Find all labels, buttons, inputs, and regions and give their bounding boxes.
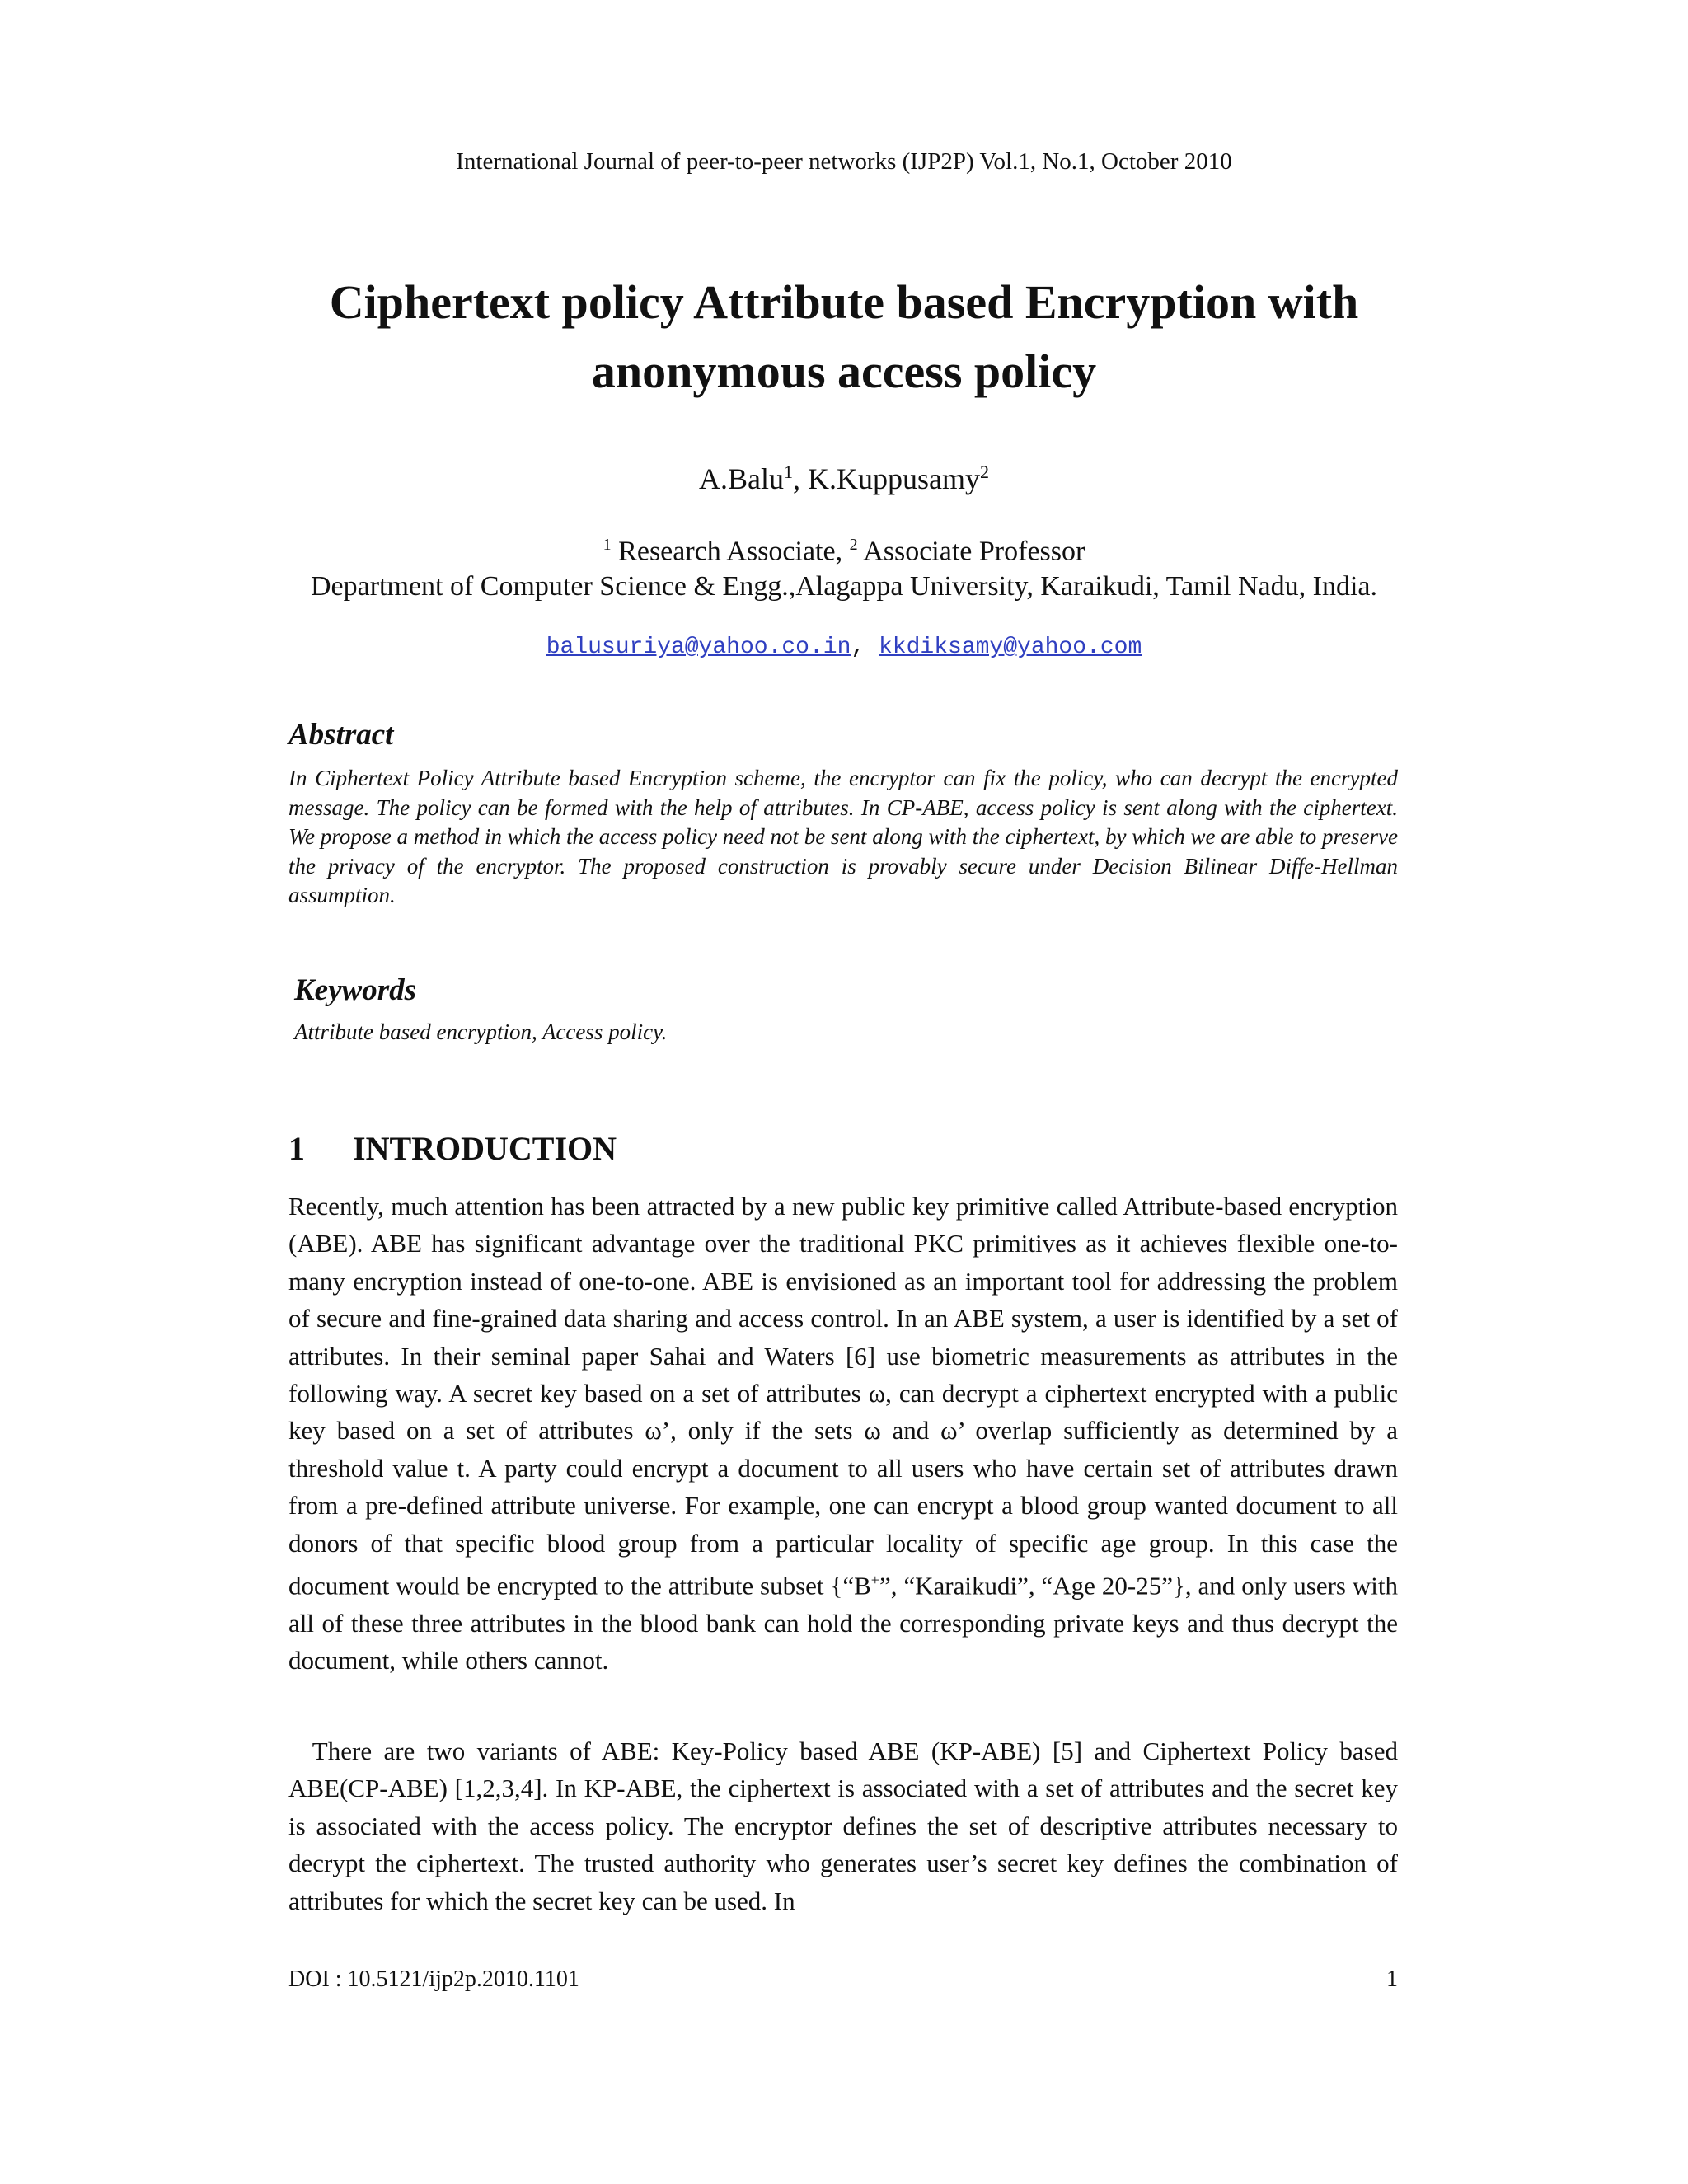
paragraph-text: ”, “Karaikudi”, “Age 20-25”}, and only users with all of these three attributes in the blood bank can hold the corresponding private keys and thus decrypt the document, while others cannot. (288, 1571, 1399, 1675)
section-number: 1 (288, 1130, 305, 1167)
role-text: Research Associate, (611, 536, 850, 567)
section-title: INTRODUCTION (353, 1130, 617, 1167)
affiliation-block (297, 527, 1391, 604)
email-line (0, 635, 1688, 660)
paper-title: Ciphertext policy Attribute based Encryption with anonymous access policy (329, 275, 1359, 398)
paragraph-text: Recently, much attention has been attracted by a new public key primitive called Attribute-based encryption (ABE). ABE has significant advantage over the traditional PKC primitives as it achieves flexible one-to-many encryption instead of one-to-one. ABE is envisioned as an important tool for addressing the problem of secure and fine-grained data sharing and access control. In an ABE system, a user is identified by a set of attributes. In their seminal paper Sahai and Waters [6] use biometric measurements as attributes in the following way. A secret key based on a set of attributes ω, can decrypt a ciphertext encrypted with a public key based on a set of attributes ω’, only if the sets ω and ω’ overlap sufficiently as determined by a threshold value t. A party could encrypt a document to all users who have certain set of attributes drawn from a pre-defined attribute universe. For example, one can encrypt a blood group wanted document to all donors of that specific blood group from a particular locality of specific age group. In this case the document would be encrypted to the attribute subset {“B (288, 1192, 1398, 1601)
abstract-text: In Ciphertext Policy Attribute based Encryption scheme, the encryptor can fix the policy, who can decrypt the encrypted message. The policy can be formed with the help of attributes. In CP-ABE, access policy is sent along with the ciphertext. We propose a method in which the access policy need not be sent along with the ciphertext, by which we are able to preserve the privacy of the encryptor. The proposed construction is provably secure under Decision Bilinear Diffe-Hellman assumption. (288, 766, 1398, 907)
abstract-heading: Abstract (288, 718, 394, 752)
page-number: 1 (1386, 1966, 1398, 1992)
author-mark: 2 (980, 462, 989, 482)
author-mark: 1 (784, 462, 793, 482)
email-link[interactable]: kkdiksamy@yahoo.com (879, 635, 1142, 660)
author-roles (297, 527, 1391, 569)
keywords-heading: Keywords (294, 973, 416, 1007)
footer-doi: DOI : 10.5121/ijp2p.2010.1101 (288, 1966, 579, 1992)
affiliation-mark: 2 (849, 536, 858, 554)
author-separator: , (793, 462, 808, 495)
role-text: Associate Professor (857, 536, 1085, 567)
author-line (0, 462, 1688, 496)
department-text: Department of Computer Science & Engg.,Alagappa University, Karaikudi, Tamil Nadu, India. (311, 571, 1377, 602)
running-header: International Journal of peer-to-peer networks (IJP2P) Vol.1, No.1, October 2010 (456, 148, 1232, 175)
author-name: K.Kuppusamy (808, 462, 980, 495)
intro-paragraph-1 (288, 1188, 1398, 1680)
email-separator: , (851, 635, 879, 660)
affiliation-mark: 1 (603, 536, 612, 554)
author-name: A.Balu (699, 462, 784, 495)
email-link[interactable]: balusuriya@yahoo.co.in (546, 635, 851, 660)
keywords-text: Attribute based encryption, Access policy. (294, 1019, 668, 1044)
intro-paragraph-2: There are two variants of ABE: Key-Policy based ABE (KP-ABE) [5] and Ciphertext Policy based ABE(CP-ABE) [1,2,3,4]. In KP-ABE, the ciphertext is associated with a set of attributes and the secret key is associated with the access policy. The encryptor defines the set of descriptive attributes necessary to decrypt the ciphertext. The trusted authority who generates user’s secret key defines the combination of attributes for which the secret key can be used. In (288, 1736, 1404, 1915)
superscript-plus: + (870, 1572, 879, 1589)
section-heading-introduction (288, 1129, 617, 1168)
